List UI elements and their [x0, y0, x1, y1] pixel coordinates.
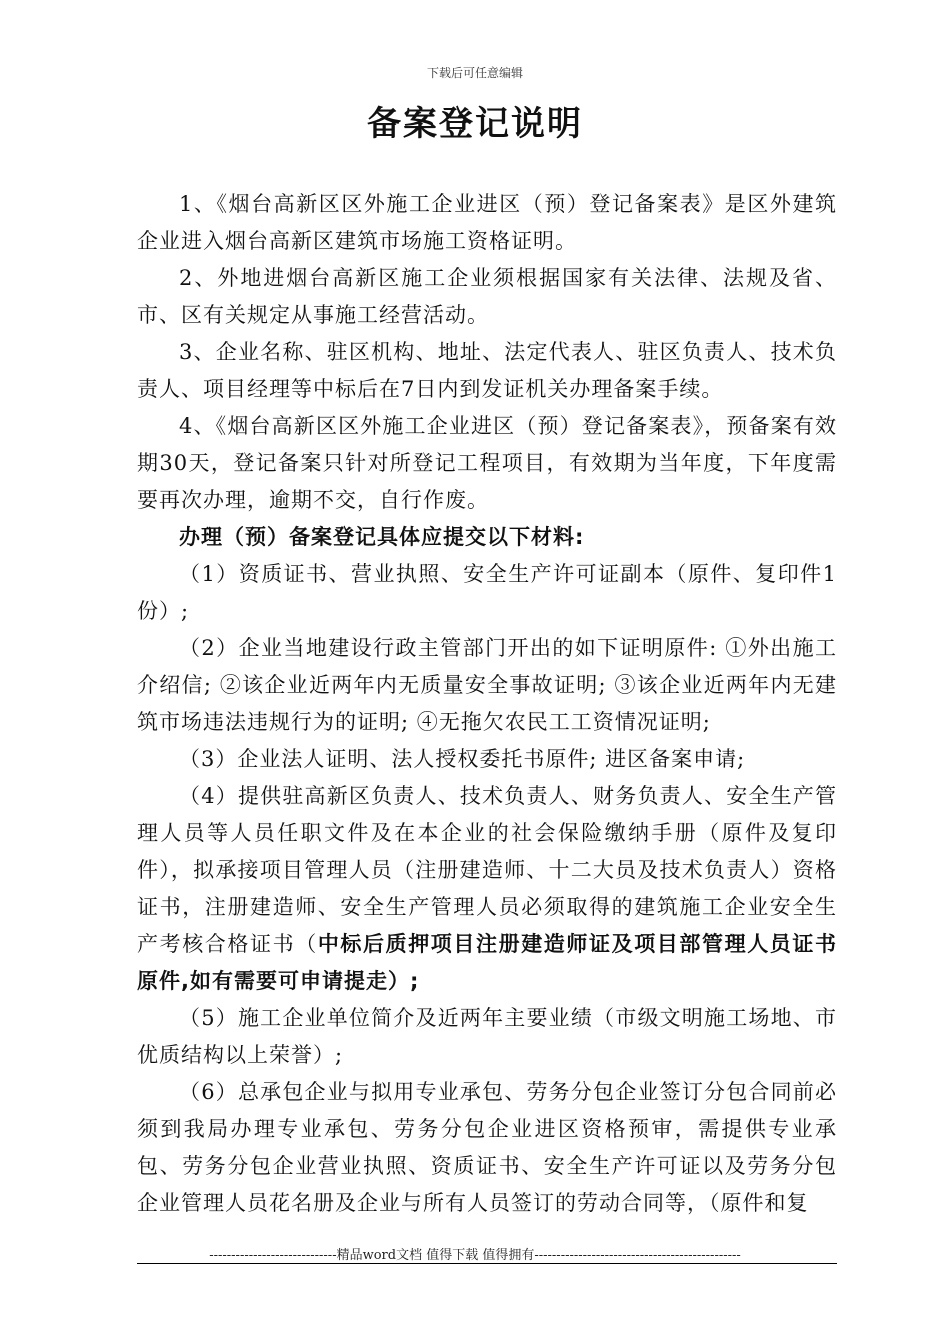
- materials-heading: 办理（预）备案登记具体应提交以下材料:: [179, 525, 585, 549]
- paragraph-1: 1、《烟台高新区区外施工企业进区（预）登记备案表》是区外建筑企业进入烟台高新区建筑市场施工资格证明。: [137, 192, 837, 253]
- footer-divider: [137, 1263, 837, 1264]
- material-item-3: （3）企业法人证明、法人授权委托书原件; 进区备案申请;: [179, 747, 746, 771]
- header-note: 下载后可任意编辑: [426, 66, 523, 80]
- material-item-4-bold-text: 中标后质押项目注册建造师证及项目部管理人员证书原件,如有需要可申请提走）;: [137, 932, 838, 993]
- document-body: [137, 186, 837, 1222]
- paragraph-2: 2、外地进烟台高新区施工企业须根据国家有关法律、法规及省、市、区有关规定从事施工经营活动。: [137, 266, 837, 327]
- material-item-1: （1）资质证书、营业执照、安全生产许可证副本（原件、复印件1份）;: [137, 562, 837, 623]
- paragraph-3: 3、企业名称、驻区机构、地址、法定代表人、驻区负责人、技术负责人、项目经理等中标后在7日内到发证机关办理备案手续。: [137, 340, 837, 401]
- material-item-4: [137, 778, 837, 1000]
- paragraph-4: 4、《烟台高新区区外施工企业进区（预）登记备案表》，预备案有效期30天，登记备案只针对所登记工程项目，有效期为当年度，下年度需要再次办理，逾期不交，自行作废。: [137, 414, 837, 512]
- material-item-5: （5）施工企业单位简介及近两年主要业绩（市级文明施工场地、市优质结构以上荣誉）;: [137, 1006, 837, 1067]
- material-item-6: （6）总承包企业与拟用专业承包、劳务分包企业签订分包合同前必须到我局办理专业承包、劳务分包企业进区资格预审，需提供专业承包、劳务分包企业营业执照、资质证书、安全生产许可证以及劳务分包企业管理人员花名册及企业与所有人员签订的劳动合同等，（原件和复: [137, 1080, 837, 1215]
- footer-text: -----------------------------精品word文档 值得下载 值得拥有-----------------------------------------------: [209, 1248, 741, 1263]
- document-title: 备案登记说明: [367, 104, 583, 144]
- material-item-2: （2）企业当地建设行政主管部门开出的如下证明原件: ①外出施工介绍信; ②该企业近两年内无质量安全事故证明; ③该企业近两年内无建筑市场违法违规行为的证明; ④无拖欠农民工工资情况证明;: [137, 636, 837, 734]
- material-item-4-text: （4）提供驻高新区负责人、技术负责人、财务负责人、安全生产管理人员等人员任职文件及在本企业的社会保险缴纳手册（原件及复印件），拟承接项目管理人员（注册建造师、十二大员及技术负责人）资格证书，注册建造师、安全生产管理人员必须取得的建筑施工企业安全生产考核合格证书（: [137, 784, 837, 956]
